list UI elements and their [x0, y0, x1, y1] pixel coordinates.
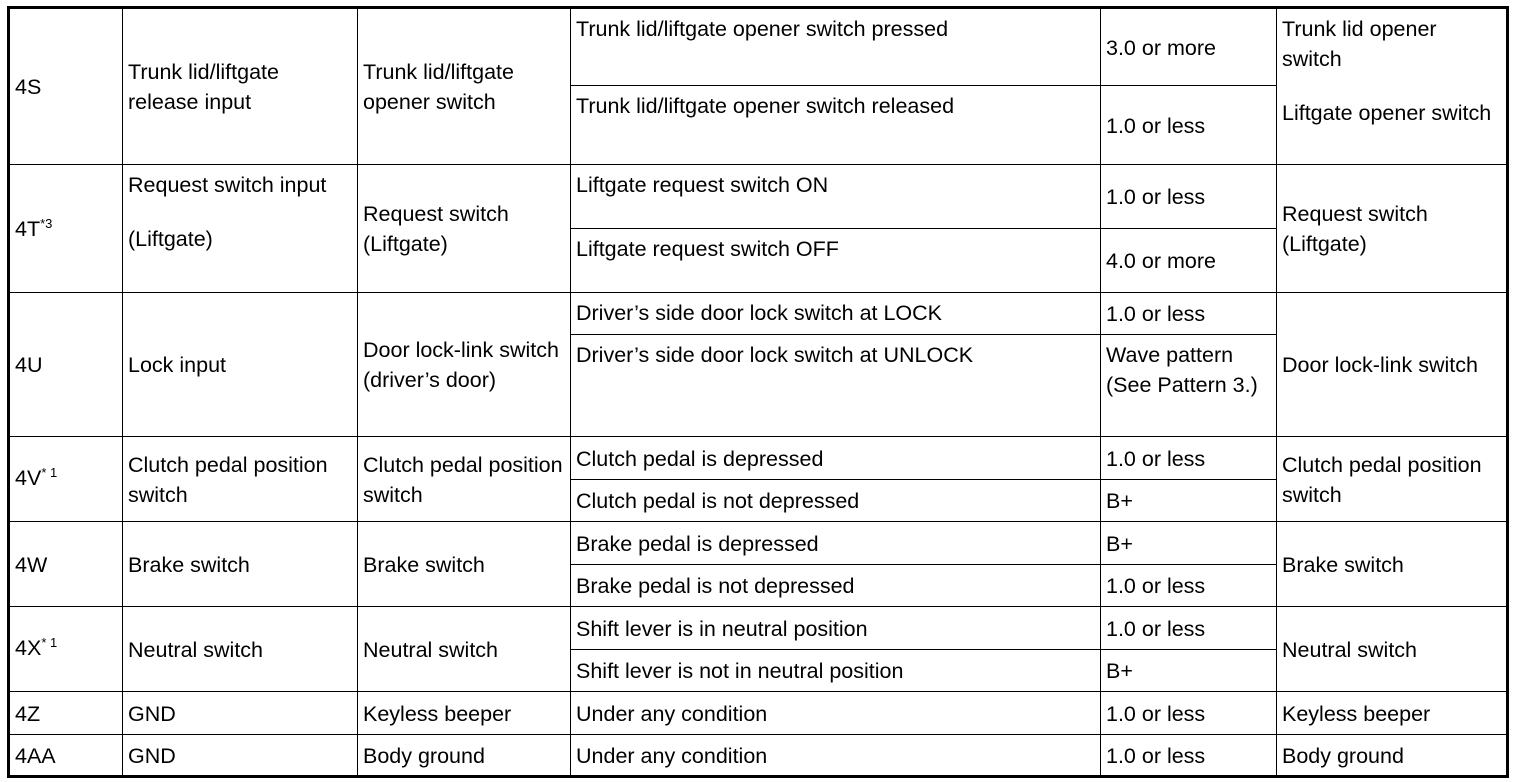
table-row — [9, 293, 1508, 335]
condition-cell: Shift lever is in neutral position — [571, 607, 1101, 650]
terminal-cell: $4V^{* 1}$ — [9, 437, 123, 522]
terminal-cell: 4S — [9, 8, 123, 165]
action-cell: Brake switch — [1277, 522, 1508, 607]
terminal-cell: $4T^{*3}$ — [9, 165, 123, 293]
condition-cell: Clutch pedal is depressed — [571, 437, 1101, 480]
terminal-cell: 4U — [9, 293, 123, 437]
signal-cell: Neutral switch — [123, 607, 358, 692]
condition-cell: Brake pedal is not depressed — [571, 565, 1101, 607]
condition-cell: Driver’s side door lock switch at UNLOCK — [571, 335, 1101, 437]
signal-cell: GND — [123, 692, 358, 735]
voltage-cell: 1.0 or less — [1101, 86, 1277, 165]
action-cell: Body ground — [1277, 735, 1508, 777]
connected-to-cell: Request switch (Liftgate) — [358, 165, 571, 293]
action-cell: Clutch pedal position switch — [1277, 437, 1508, 522]
signal-cell: Lock input — [123, 293, 358, 437]
action-cell: Trunk lid opener switch Liftgate opener switch — [1277, 8, 1508, 165]
condition-cell: Liftgate request switch OFF — [571, 229, 1101, 293]
table-row — [9, 437, 1508, 480]
connected-to-cell: Trunk lid/liftgate opener switch — [358, 8, 571, 165]
signal-cell: Trunk lid/liftgate release input — [123, 8, 358, 165]
terminal-cell: 4Z — [9, 692, 123, 735]
condition-cell: Liftgate request switch ON — [571, 165, 1101, 229]
condition-cell: Trunk lid/liftgate opener switch pressed — [571, 8, 1101, 86]
terminal-cell: 4W — [9, 522, 123, 607]
table-row — [9, 692, 1508, 735]
connected-to-cell: Keyless beeper — [358, 692, 571, 735]
action-cell: Door lock-link switch — [1277, 293, 1508, 437]
voltage-cell: 4.0 or more — [1101, 229, 1277, 293]
condition-cell: Shift lever is not in neutral position — [571, 650, 1101, 692]
table-row — [9, 522, 1508, 565]
action-cell: Request switch (Liftgate) — [1277, 165, 1508, 293]
voltage-cell: B+ — [1101, 650, 1277, 692]
table-row — [9, 607, 1508, 650]
table-row — [9, 8, 1508, 86]
voltage-cell: 1.0 or less — [1101, 437, 1277, 480]
voltage-cell: 1.0 or less — [1101, 607, 1277, 650]
signal-cell: GND — [123, 735, 358, 777]
condition-cell: Trunk lid/liftgate opener switch released — [571, 86, 1101, 165]
signal-cell: Clutch pedal position switch — [123, 437, 358, 522]
voltage-cell: B+ — [1101, 522, 1277, 565]
signal-cell: Request switch input (Liftgate) — [123, 165, 358, 293]
connected-to-cell: Brake switch — [358, 522, 571, 607]
table-row — [9, 165, 1508, 229]
action-cell: Neutral switch — [1277, 607, 1508, 692]
condition-cell: Clutch pedal is not depressed — [571, 480, 1101, 522]
condition-cell: Driver’s side door lock switch at LOCK — [571, 293, 1101, 335]
voltage-cell: 1.0 or less — [1101, 735, 1277, 777]
condition-cell: Under any condition — [571, 735, 1101, 777]
voltage-cell: 1.0 or less — [1101, 692, 1277, 735]
condition-cell: Under any condition — [571, 692, 1101, 735]
terminal-cell: $4X^{* 1}$ — [9, 607, 123, 692]
connected-to-cell: Clutch pedal position switch — [358, 437, 571, 522]
terminal-spec-table — [7, 6, 1509, 778]
connected-to-cell: Neutral switch — [358, 607, 571, 692]
connected-to-cell: Body ground — [358, 735, 571, 777]
action-cell: Keyless beeper — [1277, 692, 1508, 735]
voltage-cell: 1.0 or less — [1101, 565, 1277, 607]
condition-cell: Brake pedal is depressed — [571, 522, 1101, 565]
voltage-cell: 1.0 or less — [1101, 293, 1277, 335]
voltage-cell: 3.0 or more — [1101, 8, 1277, 86]
table-row — [9, 735, 1508, 777]
signal-cell: Brake switch — [123, 522, 358, 607]
voltage-cell: 1.0 or less — [1101, 165, 1277, 229]
voltage-cell: Wave pattern (See Pattern 3.) — [1101, 335, 1277, 437]
voltage-cell: B+ — [1101, 480, 1277, 522]
terminal-cell: 4AA — [9, 735, 123, 777]
connected-to-cell: Door lock-link switch (driver’s door) — [358, 293, 571, 437]
